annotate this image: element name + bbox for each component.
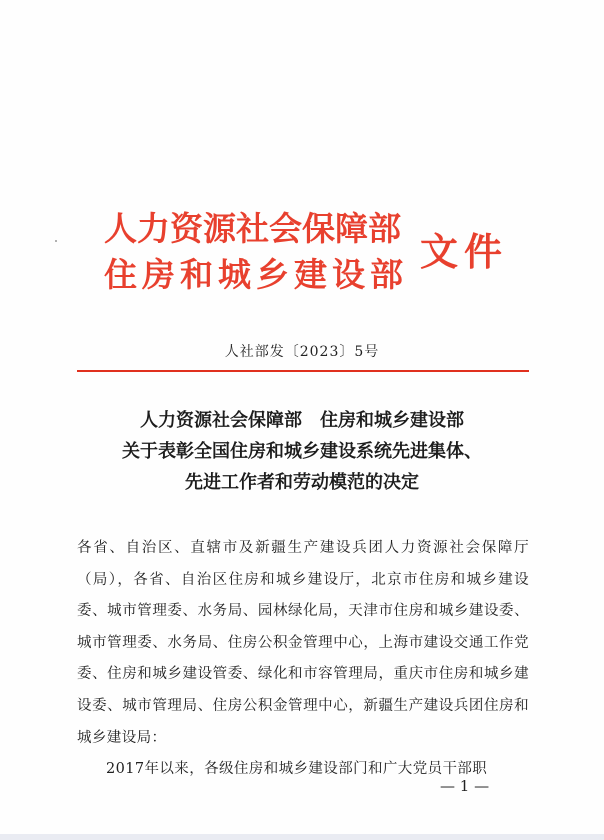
document-number: 人社部发〔2023〕5号: [224, 344, 380, 360]
page-number: — 1 —: [440, 777, 490, 795]
viewer-bottom-edge: [0, 834, 604, 840]
red-divider-line: [77, 370, 529, 372]
body-paragraph: 2017年以来，各级住房和城乡建设部门和广大党员干部职: [106, 761, 488, 778]
title-line-2: 关于表彰全国住房和城乡建设系统先进集体、: [122, 441, 482, 462]
title-line-3: 先进工作者和劳动模范的决定: [185, 472, 419, 493]
document-label: 文件: [420, 230, 509, 274]
issuer-name-2: 住房和城乡建设部: [104, 255, 408, 294]
scan-speck: [55, 240, 57, 242]
document-body: [77, 533, 529, 786]
issuer-name-1: 人力资源社会保障部: [104, 209, 401, 248]
issuing-authority-header: [104, 203, 509, 294]
addressee-paragraph: 各省、自治区、直辖市及新疆生产建设兵团人力资源社会保障厅（局），各省、自治区住房和城乡建设厅，北京市住房和城乡建设委、城市管理委、水务局、园林绿化局，天津市住房和城乡建设委、城市管理委、水务局、住房公积金管理中心，上海市建设交通工作党委、住房和城乡建设管委、绿化和市容管理局，重庆市住房和城乡建设委、城市管理局、住房公积金管理中心，新疆生产建设兵团住房和城乡建设局：: [77, 540, 529, 746]
document-title: [0, 405, 604, 498]
title-line-1: 人力资源社会保障部 住房和城乡建设部: [140, 410, 464, 431]
